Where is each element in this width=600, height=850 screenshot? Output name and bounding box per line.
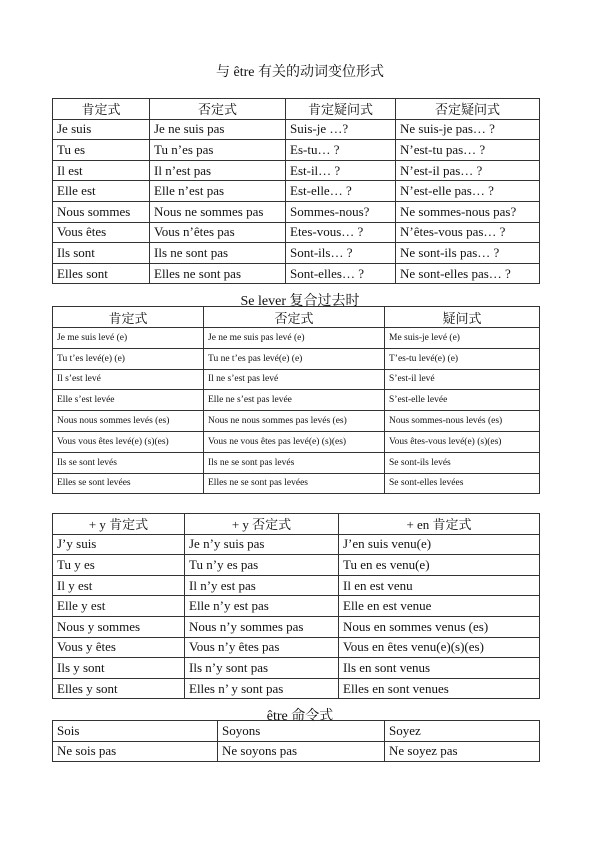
table-cell: J’y suis <box>53 534 185 555</box>
table-row <box>53 555 540 576</box>
table-row <box>53 678 540 699</box>
table-row <box>53 328 540 349</box>
table-cell: Soyez <box>385 721 540 742</box>
table-cell: Sommes-nous? <box>286 201 396 222</box>
table-cell: Elle est <box>53 181 150 202</box>
table-cell: Il est <box>53 160 150 181</box>
table-cell: Elle en est venue <box>339 596 540 617</box>
table-header-row <box>53 514 540 535</box>
table-cell: Ne suis-je pas… ? <box>396 119 540 140</box>
table-cell: Nous nous sommes levés (es) <box>53 411 204 432</box>
table-cell: S’est-il levé <box>385 369 540 390</box>
table-cell: Ils y sont <box>53 658 185 679</box>
table-cell: Tu t’es levé(e) (e) <box>53 348 204 369</box>
table-cell: Ils sont <box>53 243 150 264</box>
table-cell: Je ne me suis pas levé (e) <box>204 328 385 349</box>
column-header: 否定式 <box>150 99 286 120</box>
table-cell: Nous ne nous sommes pas levés (es) <box>204 411 385 432</box>
table-cell: Nous en sommes venus (es) <box>339 616 540 637</box>
table-row <box>53 721 540 742</box>
table-cell: Ils en sont venus <box>339 658 540 679</box>
table-cell: Ne sont-elles pas… ? <box>396 263 540 284</box>
table-cell: Nous sommes <box>53 201 150 222</box>
table-cell: Ne sois pas <box>53 741 218 762</box>
table-row <box>53 575 540 596</box>
table-cell: Elle n’y est pas <box>185 596 339 617</box>
table-row <box>53 658 540 679</box>
table-cell: Tu en es venu(e) <box>339 555 540 576</box>
table-cell: N’est-il pas… ? <box>396 160 540 181</box>
table-cell: Soyons <box>218 721 385 742</box>
table-row <box>53 473 540 494</box>
table-row <box>53 452 540 473</box>
table-cell: S’est-elle levée <box>385 390 540 411</box>
table-row <box>53 201 540 222</box>
table-cell: Vous êtes <box>53 222 150 243</box>
table-cell: Es-tu… ? <box>286 140 396 161</box>
table-cell: Tu n’es pas <box>150 140 286 161</box>
table-cell: Suis-je …? <box>286 119 396 140</box>
table-cell: Sont-ils… ? <box>286 243 396 264</box>
table-row <box>53 411 540 432</box>
table-cell: Elle n’est pas <box>150 181 286 202</box>
table-row <box>53 181 540 202</box>
table-cell: Il n’y est pas <box>185 575 339 596</box>
column-header: + y 否定式 <box>185 514 339 535</box>
table-cell: Elle y est <box>53 596 185 617</box>
column-header: 肯定式 <box>53 99 150 120</box>
table-cell: Ils se sont levés <box>53 452 204 473</box>
table-cell: Je me suis levé (e) <box>53 328 204 349</box>
table-cell: Il en est venu <box>339 575 540 596</box>
table-cell: Ne sont-ils pas… ? <box>396 243 540 264</box>
table-cell: Se sont-ils levés <box>385 452 540 473</box>
etre-imperative-table <box>52 720 540 762</box>
table-row <box>53 616 540 637</box>
table-cell: Est-il… ? <box>286 160 396 181</box>
table-cell: Il n’est pas <box>150 160 286 181</box>
table-cell: Tu ne t’es pas levé(e) (e) <box>204 348 385 369</box>
table-cell: Elles se sont levées <box>53 473 204 494</box>
column-header: 否定式 <box>204 307 385 328</box>
table-cell: Tu n’y es pas <box>185 555 339 576</box>
table-cell: Tu y es <box>53 555 185 576</box>
table-cell: Vous n’êtes pas <box>150 222 286 243</box>
table-row <box>53 390 540 411</box>
table-cell: Elles n’ y sont pas <box>185 678 339 699</box>
table-cell: Sont-elles… ? <box>286 263 396 284</box>
table-cell: Ne soyons pas <box>218 741 385 762</box>
table-cell: Se sont-elles levées <box>385 473 540 494</box>
table-row <box>53 741 540 762</box>
section-title-imperative: être 命令式 <box>266 709 334 724</box>
column-header: + y 肯定式 <box>53 514 185 535</box>
table-cell: T’es-tu levé(e) (e) <box>385 348 540 369</box>
table-cell: Elles sont <box>53 263 150 284</box>
table-row <box>53 596 540 617</box>
table-row <box>53 222 540 243</box>
table-row <box>53 119 540 140</box>
table-cell: Sois <box>53 721 218 742</box>
table-cell: Elle ne s’est pas levée <box>204 390 385 411</box>
table-cell: Vous n’y êtes pas <box>185 637 339 658</box>
table-row <box>53 243 540 264</box>
table-cell: Il ne s’est pas levé <box>204 369 385 390</box>
table-cell: Je n’y suis pas <box>185 534 339 555</box>
table-cell: Je ne suis pas <box>150 119 286 140</box>
table-row <box>53 160 540 181</box>
table-cell: Il s’est levé <box>53 369 204 390</box>
table-cell: Ne sommes-nous pas? <box>396 201 540 222</box>
table-cell: Tu es <box>53 140 150 161</box>
table-cell: Me suis-je levé (e) <box>385 328 540 349</box>
table-header-row <box>53 307 540 328</box>
se-lever-passe-compose-table <box>52 306 540 494</box>
y-en-table <box>52 513 540 699</box>
column-header: 肯定式 <box>53 307 204 328</box>
table-row <box>53 348 540 369</box>
table-cell: Nous ne sommes pas <box>150 201 286 222</box>
table-cell: Nous n’y sommes pas <box>185 616 339 637</box>
table-cell: Il y est <box>53 575 185 596</box>
table-cell: Vous vous êtes levé(e) (s)(es) <box>53 431 204 452</box>
table-row <box>53 534 540 555</box>
table-cell: Nous y sommes <box>53 616 185 637</box>
table-cell: Etes-vous… ? <box>286 222 396 243</box>
table-cell: Elle s’est levée <box>53 390 204 411</box>
page-title: 与 être 有关的动词变位形式 <box>216 65 384 80</box>
table-cell: Ils ne sont pas <box>150 243 286 264</box>
table-row <box>53 369 540 390</box>
table-cell: Ils n’y sont pas <box>185 658 339 679</box>
table-cell: Vous êtes-vous levé(e) (s)(es) <box>385 431 540 452</box>
column-header: 肯定疑问式 <box>286 99 396 120</box>
table-cell: N’êtes-vous pas… ? <box>396 222 540 243</box>
table-row <box>53 637 540 658</box>
table-cell: Elles en sont venues <box>339 678 540 699</box>
table-cell: Est-elle… ? <box>286 181 396 202</box>
table-cell: N’est-tu pas… ? <box>396 140 540 161</box>
table-row <box>53 263 540 284</box>
table-cell: J’en suis venu(e) <box>339 534 540 555</box>
table-cell: N’est-elle pas… ? <box>396 181 540 202</box>
table-row <box>53 140 540 161</box>
column-header: 否定疑问式 <box>396 99 540 120</box>
table-cell: Vous ne vous êtes pas levé(e) (s)(es) <box>204 431 385 452</box>
column-header: 疑问式 <box>385 307 540 328</box>
table-cell: Vous y êtes <box>53 637 185 658</box>
table-header-row <box>53 99 540 120</box>
table-cell: Je suis <box>53 119 150 140</box>
table-cell: Elles ne sont pas <box>150 263 286 284</box>
table-cell: Elles y sont <box>53 678 185 699</box>
section-title-se-lever: Se lever 复合过去时 <box>240 294 360 309</box>
etre-conjugation-table <box>52 98 540 284</box>
table-cell: Elles ne se sont pas levées <box>204 473 385 494</box>
table-cell: Nous sommes-nous levés (es) <box>385 411 540 432</box>
table-cell: Ne soyez pas <box>385 741 540 762</box>
column-header: + en 肯定式 <box>339 514 540 535</box>
table-cell: Vous en êtes venu(e)(s)(es) <box>339 637 540 658</box>
table-cell: Ils ne se sont pas levés <box>204 452 385 473</box>
table-row <box>53 431 540 452</box>
